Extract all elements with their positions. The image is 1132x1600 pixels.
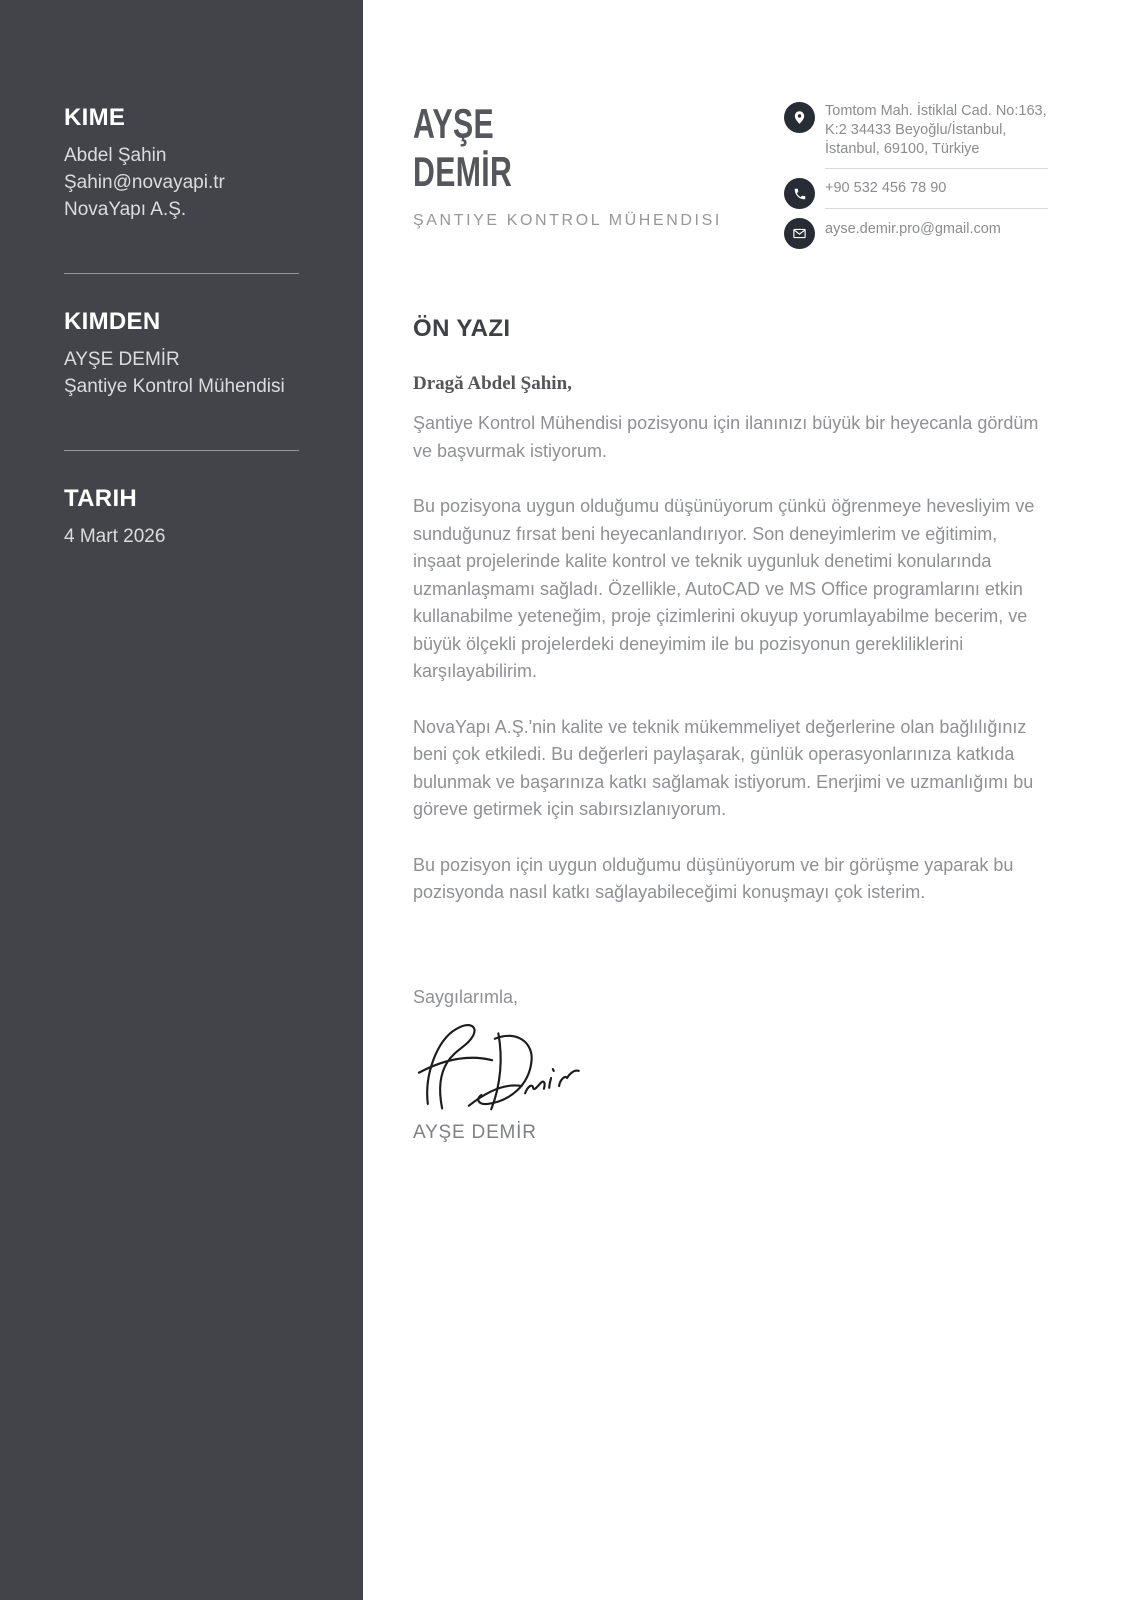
address-line-2: K:2 34433 Beyoğlu/İstanbul, xyxy=(825,122,1007,138)
header xyxy=(413,100,1048,249)
phone-icon xyxy=(784,178,815,209)
contact-row-email xyxy=(784,218,1048,249)
closing-salutation: Saygılarımla, xyxy=(413,986,519,1007)
main-content xyxy=(363,0,1132,1600)
email-address: ayse.demir.pro@gmail.com xyxy=(825,220,1001,237)
contact-row-address xyxy=(784,102,1048,178)
to-heading: KIME xyxy=(64,104,126,131)
phone-text xyxy=(825,178,1048,209)
sidebar-section-date xyxy=(64,485,299,550)
sidebar xyxy=(0,0,363,1600)
recipient-company: NovaYapı A.Ş. xyxy=(64,199,187,220)
recipient-email: Şahin@novayapi.tr xyxy=(64,172,225,193)
address-text xyxy=(825,102,1048,169)
sidebar-section-to xyxy=(64,104,299,223)
name-line-2: DEMİR xyxy=(413,148,513,195)
name-line-1: AYŞE xyxy=(413,100,495,147)
date-value: 4 Mart 2026 xyxy=(64,526,166,547)
signature-image xyxy=(413,1020,1045,1120)
from-heading: KIMDEN xyxy=(64,308,161,335)
signature-name: AYŞE DEMİR xyxy=(413,1121,537,1143)
paragraph-4: Bu pozisyon için uygun olduğumu düşünüyorum ve bir görüşme yaparak bu pozisyonda nasıl katkı sağlayabileceğimi konuşmayı çok isterim. xyxy=(413,854,1014,902)
letter-heading: ÖN YAZI xyxy=(413,315,511,342)
recipient-name: Abdel Şahin xyxy=(64,145,167,166)
sender-name: AYŞE DEMİR xyxy=(64,349,180,370)
sidebar-divider xyxy=(64,450,299,451)
location-icon xyxy=(784,102,815,133)
email-icon xyxy=(784,218,815,249)
greeting: Dragă Abdel Şahin, xyxy=(413,373,572,394)
applicant-job-title: ŞANTIYE KONTROL MÜHENDISI xyxy=(413,212,722,229)
letter-body xyxy=(413,315,1045,1144)
applicant-name xyxy=(413,100,651,196)
email-text xyxy=(825,218,1048,249)
name-block xyxy=(413,100,743,230)
contact-row-phone xyxy=(784,178,1048,218)
phone-number: +90 532 456 78 90 xyxy=(825,180,947,196)
paragraph-1: Şantiye Kontrol Mühendisi pozisyonu için ilanınızı büyük bir heyecanla gördüm ve başvurmak istiyorum. xyxy=(413,413,1039,461)
sender-title: Şantiye Kontrol Mühendisi xyxy=(64,376,285,397)
date-heading: TARIH xyxy=(64,485,138,512)
address-line-3: İstanbul, 69100, Türkiye xyxy=(825,141,980,157)
paragraph-3: NovaYapı A.Ş.'nin kalite ve teknik mükemmeliyet değerlerine olan bağlılığınız beni çok etkiledi. Bu değerleri paylaşarak, günlük operasyonlarınıza katkıda bulunmak ve başarınıza katkı sağlamak istiyorum. Enerjimi ve uzmanlığımı bu göreve getirmek için sabırsızlanıyorum. xyxy=(413,716,1034,819)
sidebar-section-from xyxy=(64,308,299,400)
contact-block xyxy=(784,100,1048,249)
paragraph-2: Bu pozisyona uygun olduğumu düşünüyorum çünkü öğrenmeye hevesliyim ve sunduğunuz fırsat beni heyecanlandırıyor. Son deneyimlerim ve eğitimim, inşaat projelerinde kalite kontrol ve teknik uygunluk denetimi konularında uzmanlaşmamı sağladı. Özellikle, AutoCAD ve MS Office programlarını etkin kullanabilme yeteneğim, proje çizimlerini okuyup yorumlayabilme becerim, ve büyük ölçekli projelerdeki deneyimim ile bu pozisyonun gerekliliklerini karşılayabilirim. xyxy=(413,496,1035,681)
address-line-1: Tomtom Mah. İstiklal Cad. No:163, xyxy=(825,103,1047,119)
sidebar-divider xyxy=(64,273,299,274)
